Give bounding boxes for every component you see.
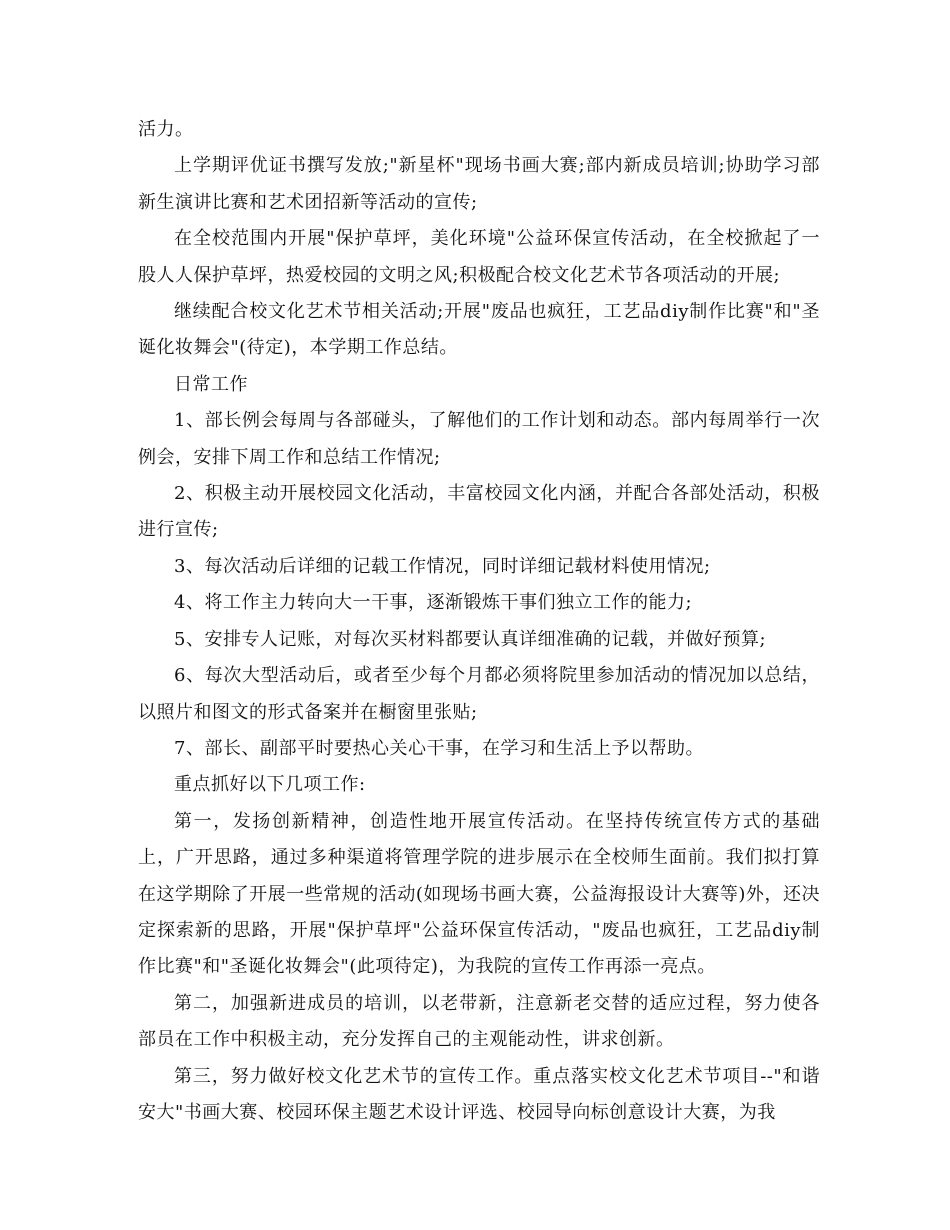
key-work-first: 第一，发扬创新精神，创造性地开展宣传活动。在坚持传统宣传方式的基础上，广开思路，通过多种渠道将管理学院的进步展示在全校师生面前。我们拟打算在这学期除了开展一些常规的活动(如现场书画大赛，公益海报设计大赛等)外，还决定探索新的思路，开展"保护草坪"公益环保宣传活动，"废品也疯狂，工艺品diy制作比赛"和"圣诞化妆舞会"(此项待定)，为我院的宣传工作再添一亮点。 (138, 810, 820, 978)
list-item-2: 2、积极主动开展校园文化活动，丰富校园文化内涵，并配合各部处活动，积极进行宣传; (138, 483, 820, 541)
key-work-second: 第二，加强新进成员的培训，以老带新，注意新老交替的适应过程，努力使各部员在工作中积极主动，充分发挥自己的主观能动性，讲求创新。 (138, 992, 820, 1051)
section-heading-daily-work: 日常工作 (174, 373, 248, 395)
list-item-5: 5、安排专人记账，对每次买材料都要认真详细准确的记载，并做好预算; (174, 628, 767, 650)
key-work-third: 第三，努力做好校文化艺术节的宣传工作。重点落实校文化艺术节项目--"和谐安大"书画大赛、校园环保主题艺术设计评选、校园导向标创意设计大赛，为我 (138, 1065, 820, 1123)
list-item-7: 7、部长、副部平时要热心关心干事，在学习和生活上予以帮助。 (174, 737, 704, 759)
section-heading-key-work: 重点抓好以下几项工作: (174, 774, 366, 796)
list-item-1: 1、部长例会每周与各部碰头，了解他们的工作计划和动态。部内每周举行一次例会，安排下周工作和总结工作情况; (138, 410, 820, 468)
paragraph-continuation: 活力。 (138, 119, 194, 140)
document-body (138, 112, 820, 1131)
paragraph-lawn-campaign: 在全校范围内开展"保护草坪，美化环境"公益环保宣传活动，在全校掀起了一股人人保护草坪，热爱校园的文明之风;积极配合校文化艺术节各项活动的开展; (138, 228, 820, 286)
paragraph-art-festival: 继续配合校文化艺术节相关活动;开展"废品也疯狂，工艺品diy制作比赛"和"圣诞化妆舞会"(待定)，本学期工作总结。 (138, 301, 820, 359)
list-item-4: 4、将工作主力转向大一干事，逐渐锻炼干事们独立工作的能力; (174, 592, 693, 614)
list-item-6: 6、每次大型活动后，或者至少每个月都必须将院里参加活动的情况加以总结，以照片和图文的形式备案并在橱窗里张贴; (138, 665, 820, 723)
paragraph-last-term-activities: 上学期评优证书撰写发放;"新星杯"现场书画大赛;部内新成员培训;协助学习部新生演讲比赛和艺术团招新等活动的宣传; (138, 155, 820, 213)
list-item-3: 3、每次活动后详细的记载工作情况，同时详细记载材料使用情况; (174, 555, 711, 577)
